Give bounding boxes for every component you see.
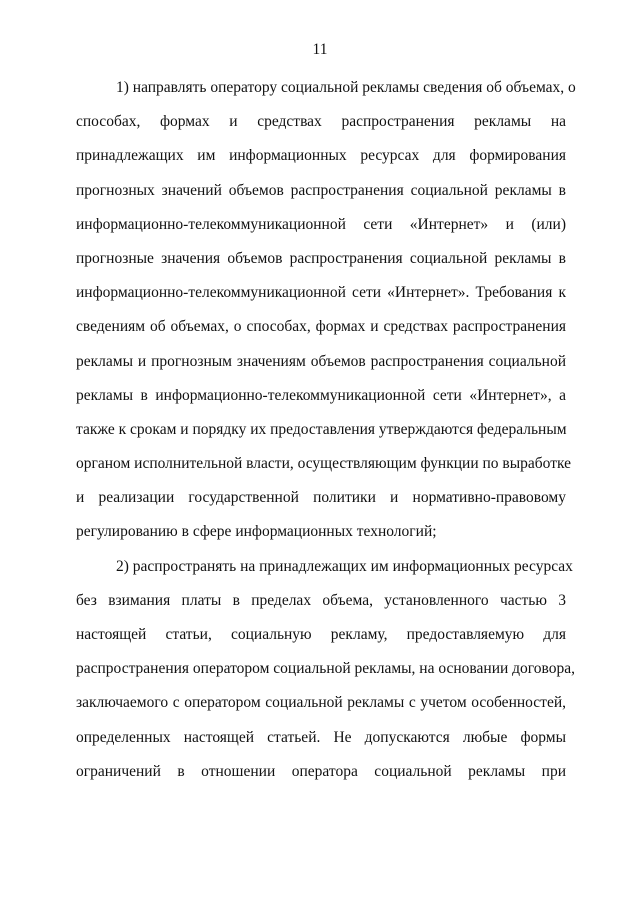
text-line-content: также к срокам и порядку их предоставления утверждаются федеральным bbox=[76, 420, 567, 438]
page-number: 11 bbox=[312, 41, 328, 58]
text-line bbox=[76, 625, 566, 659]
body-text bbox=[76, 78, 576, 796]
text-line bbox=[76, 352, 566, 386]
text-line bbox=[76, 386, 566, 420]
text-line bbox=[76, 112, 566, 146]
text-line-content: заключаемого с оператором социальной рекламы с учетом особенностей, bbox=[76, 694, 566, 712]
text-line bbox=[76, 146, 566, 180]
text-line bbox=[76, 728, 566, 762]
text-line-content: распространения оператором социальной рекламы, на основании договора, bbox=[76, 660, 575, 678]
text-line-content: способах, формах и средствах распространения рекламы на bbox=[76, 113, 566, 131]
text-line-content: принадлежащих им информационных ресурсах для формирования bbox=[76, 147, 566, 165]
text-line-content: 2) распространять на принадлежащих им информационных ресурсах bbox=[116, 557, 573, 575]
text-line bbox=[76, 762, 566, 796]
text-line-content: настоящей статьи, социальную рекламу, предоставляемую для bbox=[76, 626, 566, 643]
text-line-content: 1) направлять оператору социальной рекламы сведения об объемах, о bbox=[116, 79, 576, 96]
text-line-content: рекламы и прогнозным значениям объемов распространения социальной bbox=[76, 352, 566, 370]
text-line bbox=[76, 693, 566, 727]
text-line-content: без взимания платы в пределах объема, установленного частью 3 bbox=[76, 591, 566, 609]
text-line-content: сведениям об объемах, о способах, формах и средствах распространения bbox=[76, 318, 566, 336]
text-line-content: и реализации государственной политики и нормативно-правовому bbox=[76, 489, 566, 507]
text-line bbox=[76, 420, 566, 454]
text-line bbox=[76, 317, 566, 351]
text-line-content: ограничений в отношении оператора социальной рекламы при bbox=[76, 762, 566, 780]
text-line-content: прогнозные значения объемов распространения социальной рекламы в bbox=[76, 249, 566, 267]
text-line bbox=[76, 78, 576, 112]
text-line bbox=[76, 659, 575, 693]
text-line-content: информационно-телекоммуникационной сети «Интернет» и (или) bbox=[76, 215, 566, 233]
text-line bbox=[76, 454, 572, 488]
text-line-content: информационно-телекоммуникационной сети «Интернет». Требования к bbox=[76, 284, 566, 302]
text-line-content: определенных настоящей статьей. Не допускаются любые формы bbox=[76, 728, 566, 746]
text-line bbox=[76, 557, 573, 591]
text-line bbox=[76, 215, 566, 249]
text-line bbox=[76, 181, 566, 215]
text-line bbox=[76, 591, 566, 625]
text-line-content: прогнозных значений объемов распространения социальной рекламы в bbox=[76, 181, 566, 199]
text-line bbox=[76, 488, 566, 522]
text-line-content: рекламы в информационно-телекоммуникационной сети «Интернет», а bbox=[76, 386, 566, 404]
text-line-content: органом исполнительной власти, осуществляющим функции по выработке bbox=[76, 455, 572, 473]
text-line bbox=[76, 522, 566, 556]
text-line bbox=[76, 283, 566, 317]
text-line bbox=[76, 249, 566, 283]
text-line-content: регулированию в сфере информационных технологий; bbox=[76, 523, 437, 541]
